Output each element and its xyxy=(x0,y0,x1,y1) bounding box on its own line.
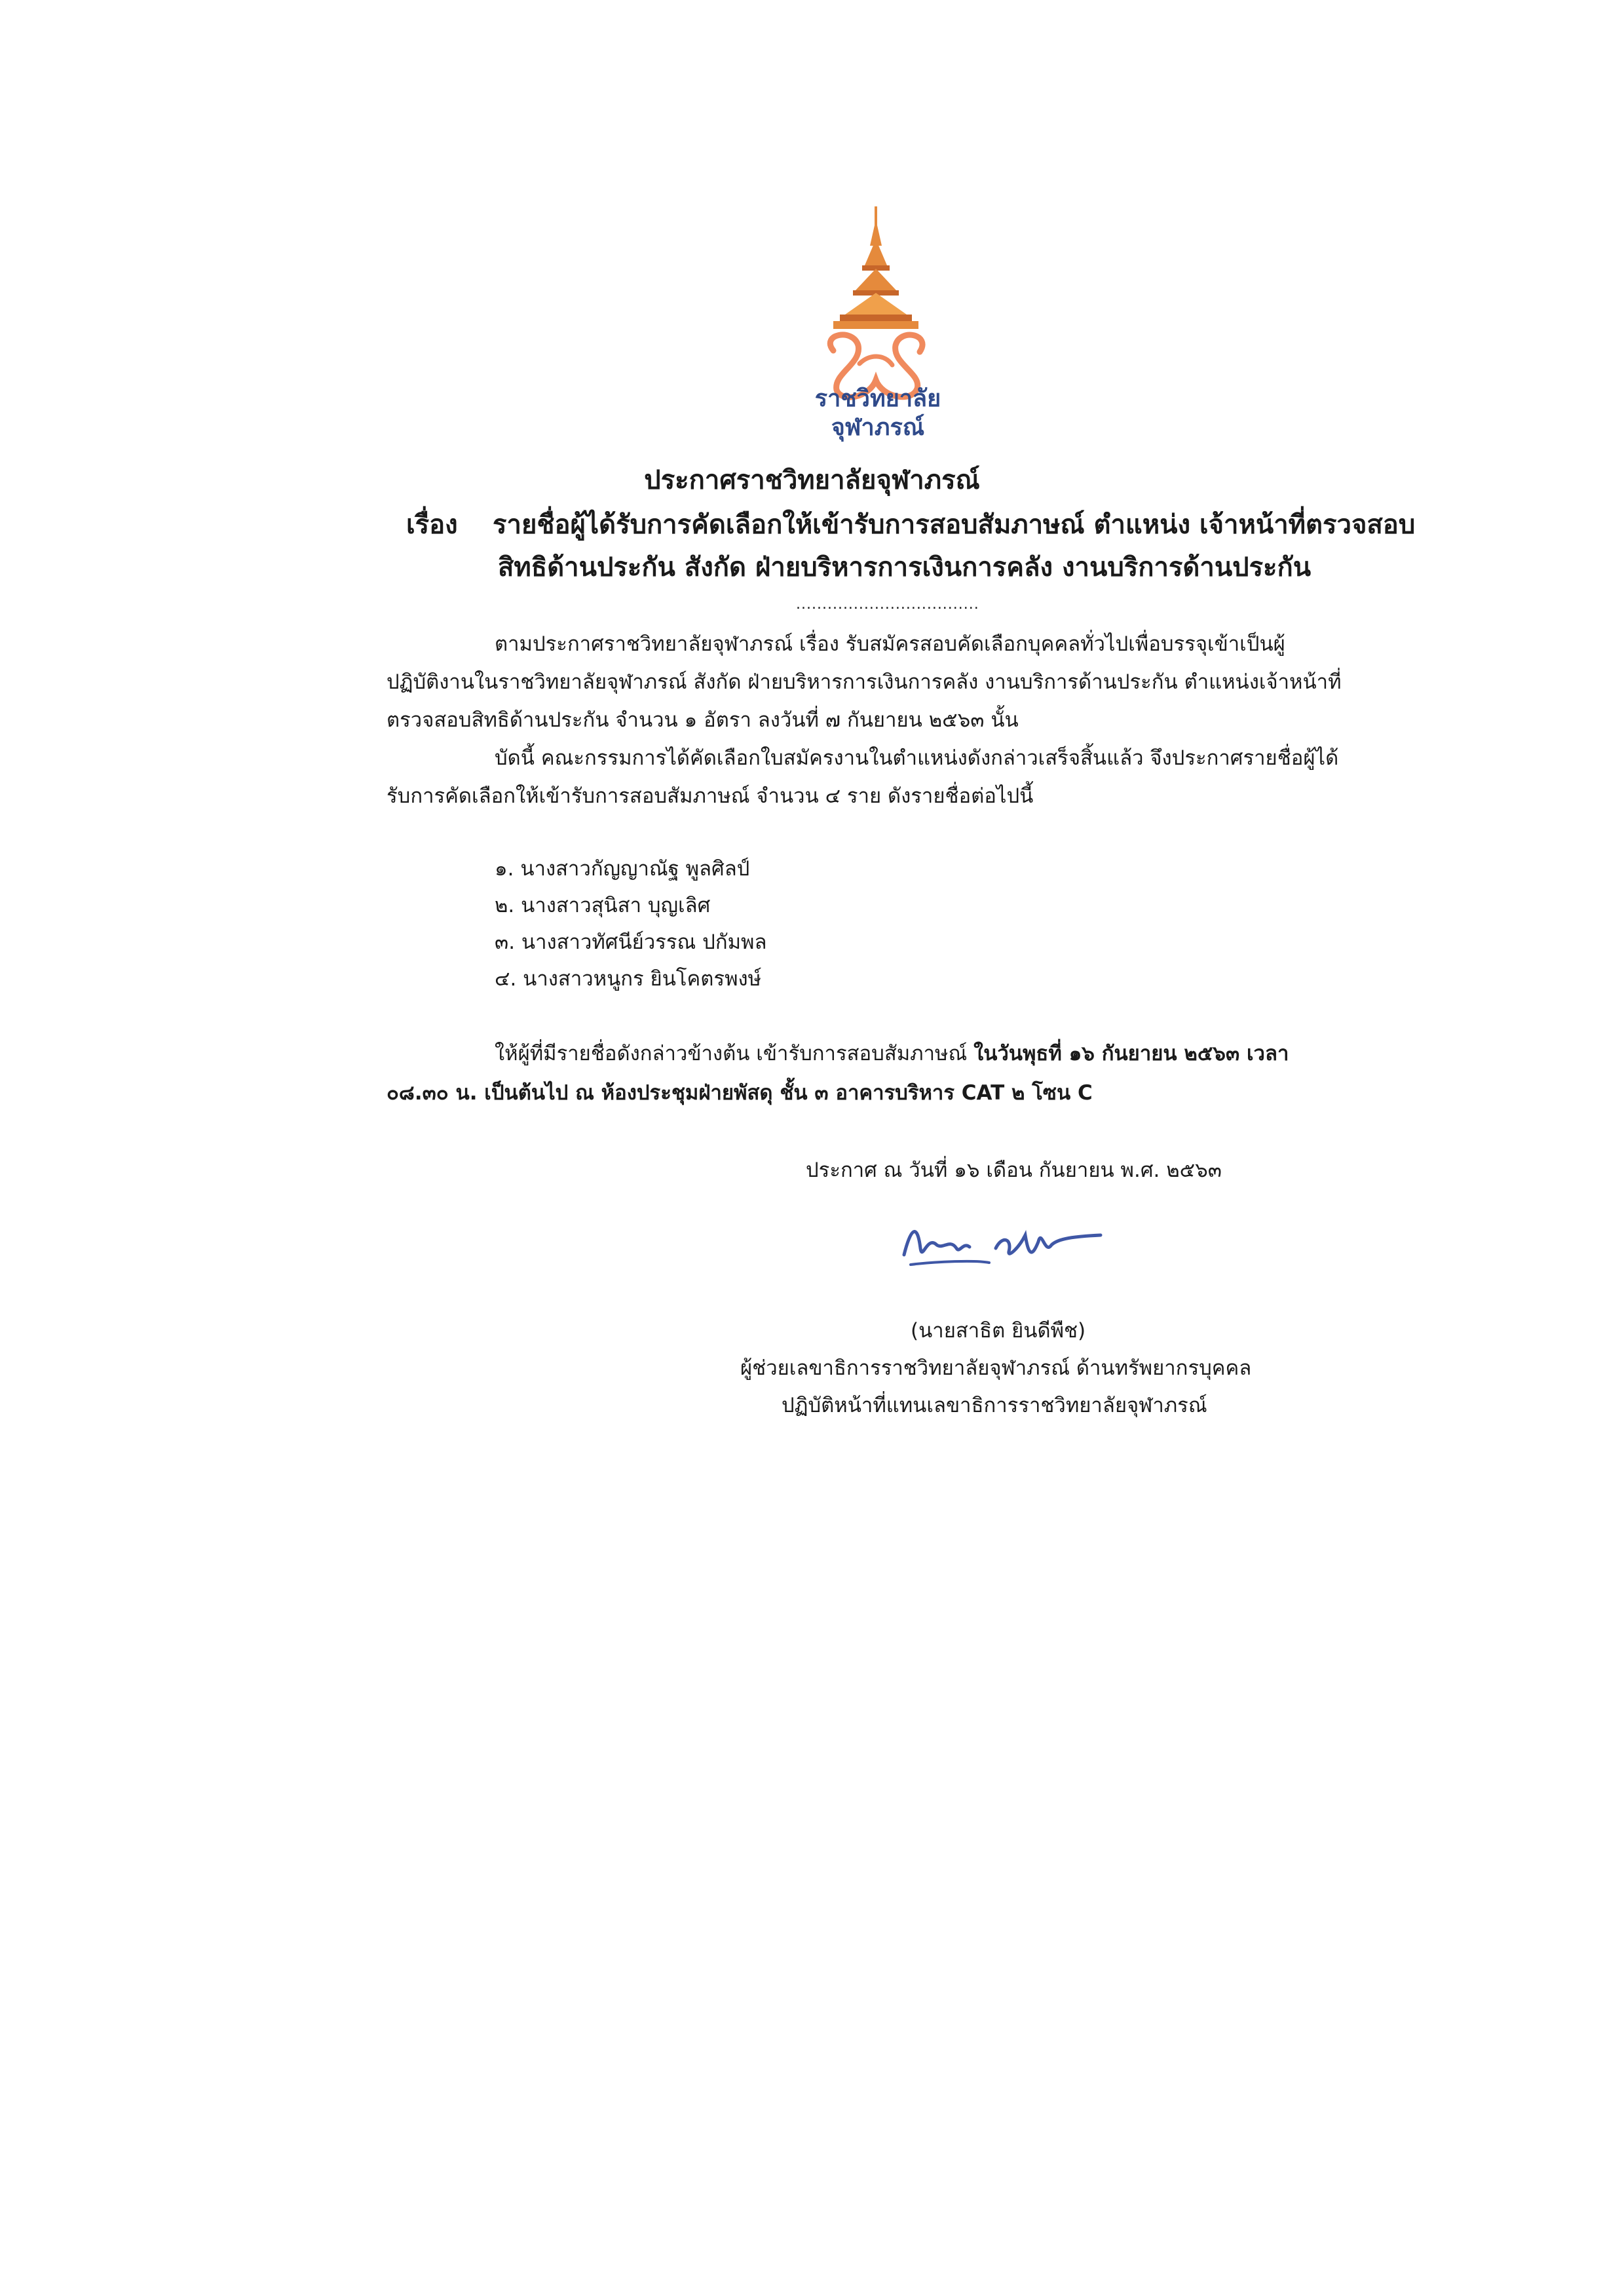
subject-label: เรื่อง xyxy=(406,510,458,540)
logo-text-line1: ราชวิทยาลัย xyxy=(814,385,941,412)
paragraph-1-line-1: ตามประกาศราชวิทยาลัยจุฬาภรณ์ เรื่อง รับสมัครสอบคัดเลือกบุคคลทั่วไปเพื่อบรรจุเข้าเป็นผู้ xyxy=(495,632,1285,656)
paragraph-1-line-2: ปฏิบัติงานในราชวิทยาลัยจุฬาภรณ์ สังกัด ฝ่ายบริหารการเงินการคลัง งานบริการด้านประกัน ตำแหน่งเจ้าหน้าที่ xyxy=(387,670,1342,694)
subject-line-1: รายชื่อผู้ได้รับการคัดเลือกให้เข้ารับการสอบสัมภาษณ์ ตำแหน่ง เจ้าหน้าที่ตรวจสอบ xyxy=(493,510,1416,540)
announcement-title: ประกาศราชวิทยาลัยจุฬาภรณ์ xyxy=(644,465,980,495)
candidate-list-item: ๑. นางสาวกัญญาณัฐ พูลศิลป์ xyxy=(495,857,750,881)
paragraph-2-line-1: บัดนี้ คณะกรรมการได้คัดเลือกใบสมัครงานในตำแหน่งดังกล่าวเสร็จสิ้นแล้ว จึงประกาศรายชื่อผู้ได้ xyxy=(495,746,1339,770)
paragraph-2-line-2: รับการคัดเลือกให้เข้ารับการสอบสัมภาษณ์ จำนวน ๔ ราย ดังรายชื่อต่อไปนี้ xyxy=(387,784,1034,808)
interview-date: ในวันพุธที่ ๑๖ กันยายน ๒๕๖๓ เวลา xyxy=(973,1042,1289,1065)
paragraph-3-intro: ให้ผู้ที่มีรายชื่อดังกล่าวข้างต้น เข้ารับการสอบสัมภาษณ์ xyxy=(495,1042,974,1065)
signer-name: (นายสาธิต ยินดีพืช) xyxy=(911,1319,1086,1343)
subject-line-2: สิทธิด้านประกัน สังกัด ฝ่ายบริหารการเงินการคลัง งานบริการด้านประกัน xyxy=(498,552,1312,583)
handwritten-signature-icon xyxy=(897,1209,1107,1281)
candidate-list-item: ๒. นางสาวสุนิสา บุญเลิศ xyxy=(495,894,711,917)
signer-position: ผู้ช่วยเลขาธิการราชวิทยาลัยจุฬาภรณ์ ด้านทรัพยากรบุคคล xyxy=(740,1356,1252,1380)
paragraph-1-line-3: ตรวจสอบสิทธิด้านประกัน จำนวน ๑ อัตรา ลงวันที่ ๗ กันยายน ๒๕๖๓ นั้น xyxy=(387,708,1019,732)
signer-acting: ปฏิบัติหน้าที่แทนเลขาธิการราชวิทยาลัยจุฬาภรณ์ xyxy=(782,1394,1207,1417)
announcement-date: ประกาศ ณ วันที่ ๑๖ เดือน กันยายน พ.ศ. ๒๕๖๓ xyxy=(806,1158,1222,1182)
interview-time-location: ๐๘.๓๐ น. เป็นต้นไป ณ ห้องประชุมฝ่ายพัสดุ ชั้น ๓ อาคารบริหาร CAT ๒ โซน C xyxy=(387,1081,1093,1105)
logo-text-line2: จุฬาภรณ์ xyxy=(831,414,925,441)
paragraph-3-line-1 xyxy=(495,1035,1289,1072)
candidate-list-item: ๔. นางสาวหนูกร ยินโคตรพงษ์ xyxy=(495,967,762,991)
header-separator: ................................... xyxy=(796,596,979,613)
institution-crest-icon xyxy=(807,206,945,403)
candidate-list-item: ๓. นางสาวทัศนีย์วรรณ ปกัมพล xyxy=(495,930,767,954)
